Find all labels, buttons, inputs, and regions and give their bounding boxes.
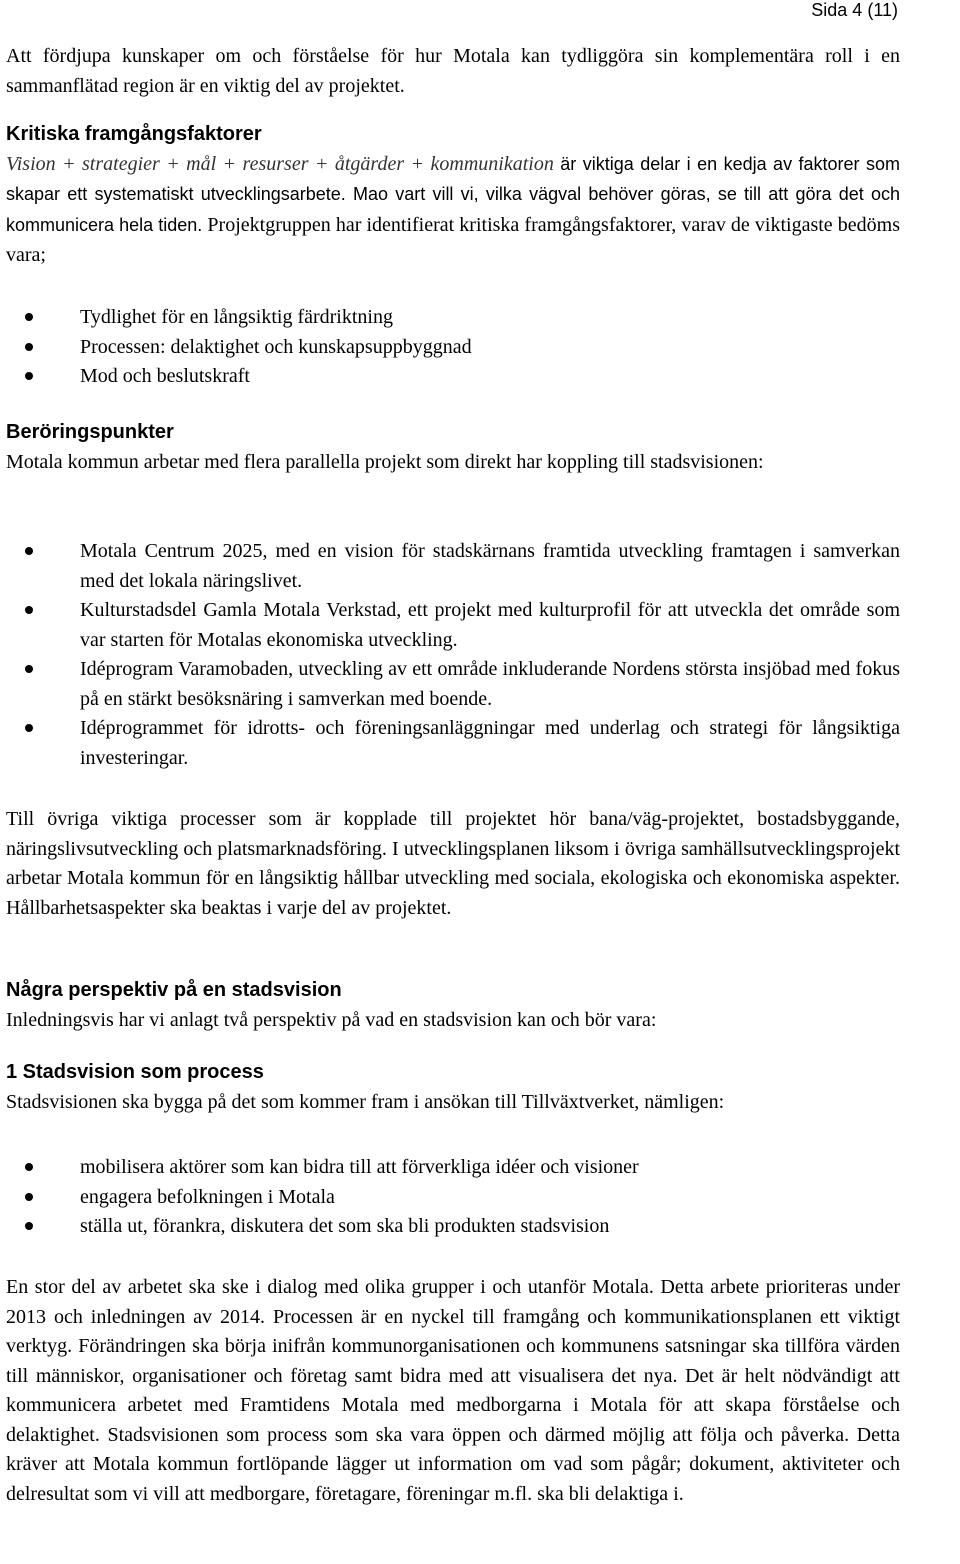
list-item: Mod och beslutskraft: [6, 362, 900, 392]
perspectives-intro: Inledningsvis har vi anlagt två perspektiv på vad en stadsvision kan och bör vara:: [6, 1008, 657, 1031]
bullet-icon: [25, 547, 33, 555]
bullet-icon: [25, 724, 33, 732]
list-item: Processen: delaktighet och kunskapsuppbyggnad: [6, 333, 900, 363]
list-item: engagera befolkningen i Motala: [6, 1183, 900, 1213]
touch-points-heading: Beröringspunkter: [6, 421, 174, 443]
perspectives-heading: Några perspektiv på en stadsvision: [6, 979, 342, 1001]
list-item: Motala Centrum 2025, med en vision för stadskärnans framtida utveckling framtagen i samverkan med det lokala näringslivet.: [6, 537, 900, 596]
critical-factors-list: [6, 303, 900, 392]
bullet-icon: [25, 1193, 33, 1201]
critical-text-a: är viktiga delar i en kedja av faktorer som skapar ett systematiskt utvecklingsarbete. Mao vart vill vi, vilka vägval behöver göras, se till att göra det och kommunicera hela tiden.: [6, 153, 900, 235]
list-item: Kulturstadsdel Gamla Motala Verkstad, ett projekt med kulturprofil för att utveckla det område som var starten för Motalas ekonomiska utveckling.: [6, 596, 900, 655]
list-item: ställa ut, förankra, diskutera det som ska bli produkten stadsvision: [6, 1212, 900, 1242]
touch-points-list: [6, 537, 900, 773]
list-item: mobilisera aktörer som kan bidra till att förverkliga idéer och visioner: [6, 1153, 900, 1183]
critical-chain-italic: Vision + strategier + mål + resurser + åtgärder + kommunikation: [6, 152, 554, 175]
process-heading: 1 Stadsvision som process: [6, 1061, 264, 1083]
bullet-icon: [25, 1222, 33, 1230]
critical-factors-paragraph: [6, 150, 900, 272]
section-perspectives: [6, 976, 900, 1035]
critical-text-b: Projektgruppen har identifierat kritiska framgångsfaktorer, varav de viktigaste bedöms vara;: [6, 213, 900, 266]
process-list: [6, 1153, 900, 1242]
bullet-icon: [25, 665, 33, 673]
page-number: Sida 4 (11): [811, 0, 898, 20]
intro-paragraph: Att fördjupa kunskaper om och förståelse för hur Motala kan tydliggöra sin komplementära roll i en sammanflätad region är en viktig del av projektet.: [6, 45, 900, 97]
section-process: [6, 1058, 900, 1117]
process-body: En stor del av arbetet ska ske i dialog med olika grupper i och utanför Motala. Detta arbete prioriteras under 2013 och inledningen av 2014. Processen är en nyckel till framgång och kommunikationsplanen ett viktigt verktyg. Förändringen ska börja inifrån kommunorganisationen och kommunens satsningar ska tillföra värden till människor, organisationer och företag samt bidra med att visualisera det nya. Det är helt nödvändigt att kommunicera arbetet med Framtidens Motala med medborgarna i Motala för att skapa förståelse och delaktighet. Stadsvisionen som process som ska vara öppen och därmed möjlig att följa och påverka. Detta kräver att Motala kommun fortlöpande lägger ut information om vad som pågår; dokument, aktiviteter och delresultat som vi vill att medborgare, företagare, föreningar m.fl. ska bli delaktiga i.: [6, 1276, 900, 1505]
list-item: Idéprogrammet för idrotts- och föreningsanläggningar med underlag och strategi för långsiktiga investeringar.: [6, 714, 900, 773]
touch-points-closing: Till övriga viktiga processer som är kopplade till projektet hör bana/väg-projektet, bostadsbyggande, näringslivsutveckling och platsmarknadsföring. I utvecklingsplanen liksom i övriga samhällsutvecklingsprojekt arbetar Motala kommun för en långsiktig hållbar utveckling med sociala, ekologiska och ekonomiska aspekter. Hållbarhetsaspekter ska beaktas i varje del av projektet.: [6, 808, 900, 919]
bullet-icon: [25, 313, 33, 321]
critical-factors-heading: Kritiska framgångsfaktorer: [6, 123, 262, 145]
process-intro: Stadsvisionen ska bygga på det som kommer fram i ansökan till Tillväxtverket, nämligen:: [6, 1090, 725, 1113]
touch-points-intro: Motala kommun arbetar med flera parallella projekt som direkt har koppling till stadsvisionen:: [6, 450, 764, 473]
bullet-icon: [25, 343, 33, 351]
bullet-icon: [25, 1163, 33, 1171]
section-critical-factors: [6, 120, 900, 272]
bullet-icon: [25, 606, 33, 614]
bullet-icon: [25, 372, 33, 380]
list-item: Tydlighet för en långsiktig färdriktning: [6, 303, 900, 333]
list-item: Idéprogram Varamobaden, utveckling av ett område inkluderande Nordens största insjöbad med fokus på en stärkt besöksnäring i samverkan med boende.: [6, 655, 900, 714]
section-touch-points: [6, 418, 900, 477]
